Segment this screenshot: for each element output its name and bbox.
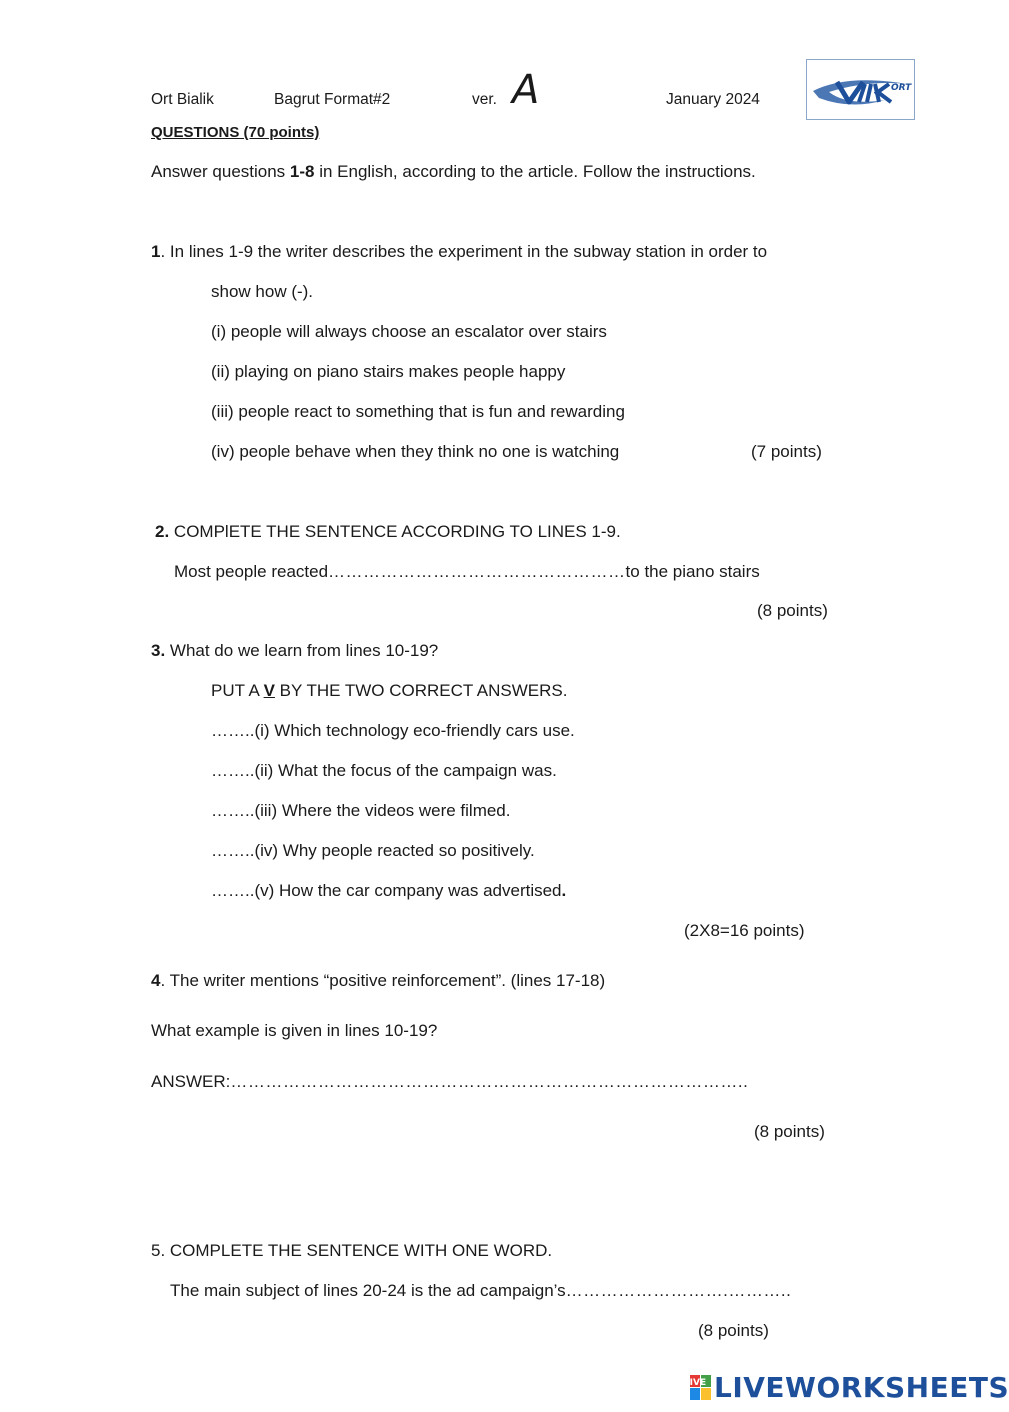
q3-checkbox-v[interactable]: ……..: [211, 881, 255, 900]
q3-option-i: ……..(i) Which technology eco-friendly cars use.: [211, 721, 575, 740]
ort-logo-icon: [807, 60, 914, 119]
liveworksheets-watermark: [683, 1371, 1009, 1404]
question-4: 4. The writer mentions “positive reinforcement”. (lines 17-18): [151, 971, 606, 990]
q5-points: (8 points): [698, 1321, 769, 1340]
q2-points: (8 points): [757, 601, 828, 620]
question-4-number: 4: [151, 971, 161, 990]
q3-option-ii: ……..(ii) What the focus of the campaign was.: [211, 761, 557, 780]
q5-sentence: The main subject of lines 20-24 is the ad campaign’s……………………….………..: [170, 1281, 792, 1300]
q3-checkbox-iv[interactable]: ……..: [211, 841, 255, 860]
question-1-number: 1: [151, 242, 161, 261]
q3-checkbox-iii[interactable]: ……..: [211, 801, 255, 820]
q1-option-iii: (iii) people react to something that is fun and rewarding: [211, 402, 625, 421]
question-1-continuation: show how (-).: [211, 282, 314, 301]
q3-instruction: PUT A V BY THE TWO CORRECT ANSWERS.: [211, 681, 568, 700]
q3-option-iii: ……..(iii) Where the videos were filmed.: [211, 801, 511, 820]
q1-option-ii: (ii) playing on piano stairs makes people happy: [211, 362, 566, 381]
q1-option-iv: (iv) people behave when they think no one is watching: [211, 442, 620, 461]
q3-checkbox-ii[interactable]: ……..: [211, 761, 255, 780]
question-1: 1. In lines 1-9 the writer describes the experiment in the subway station in order to: [151, 242, 768, 261]
q4-answer-blank[interactable]: ……………………………………………………………………………..: [230, 1072, 749, 1091]
version-letter: A: [512, 67, 540, 113]
q1-points: (7 points): [751, 442, 822, 461]
q3-option-v: ……..(v) How the car company was advertised.: [211, 881, 567, 900]
question-3: 3. What do we learn from lines 10-19?: [151, 641, 439, 660]
school-name: Ort Bialik: [151, 91, 214, 108]
exam-date: January 2024: [666, 91, 760, 108]
q4-points: (8 points): [754, 1122, 825, 1141]
q2-answer-blank[interactable]: ……………………………………………: [328, 562, 626, 581]
q2-sentence: Most people reacted……………………………………………to the piano stairs: [174, 562, 760, 581]
logo-text: ORT: [891, 83, 912, 93]
question-2: 2. COMPlETE THE SENTENCE ACCORDING TO LINES 1-9.: [155, 522, 621, 541]
q3-points: (2X8=16 points): [684, 921, 805, 940]
liveworksheets-badge-icon: [683, 1375, 712, 1401]
q1-option-i: (i) people will always choose an escalator over stairs: [211, 322, 607, 341]
format-label: Bagrut Format#2: [274, 91, 391, 108]
liveworksheets-text: LIVEWORKSHEETS: [714, 1371, 1009, 1404]
version-label: ver.: [472, 91, 497, 108]
svg-text:LIVE: LIVE: [683, 1378, 707, 1388]
instructions: Answer questions 1-8 in English, according to the article. Follow the instructions.: [151, 162, 756, 181]
q4-question: What example is given in lines 10-19?: [151, 1021, 438, 1040]
question-3-number: 3.: [151, 641, 166, 660]
q3-checkbox-i[interactable]: ……..: [211, 721, 255, 740]
q4-answer-line: ANSWER:……………………………………………………………………………..: [151, 1072, 749, 1091]
q3-option-iv: ……..(iv) Why people reacted so positively.: [211, 841, 535, 860]
q5-answer-blank[interactable]: ……………………….………..: [565, 1281, 792, 1300]
question-5: 5. COMPLETE THE SENTENCE WITH ONE WORD.: [151, 1241, 553, 1260]
section-title: QUESTIONS (70 points): [151, 124, 320, 141]
ort-logo: [806, 59, 915, 120]
question-2-number: 2.: [155, 522, 170, 541]
